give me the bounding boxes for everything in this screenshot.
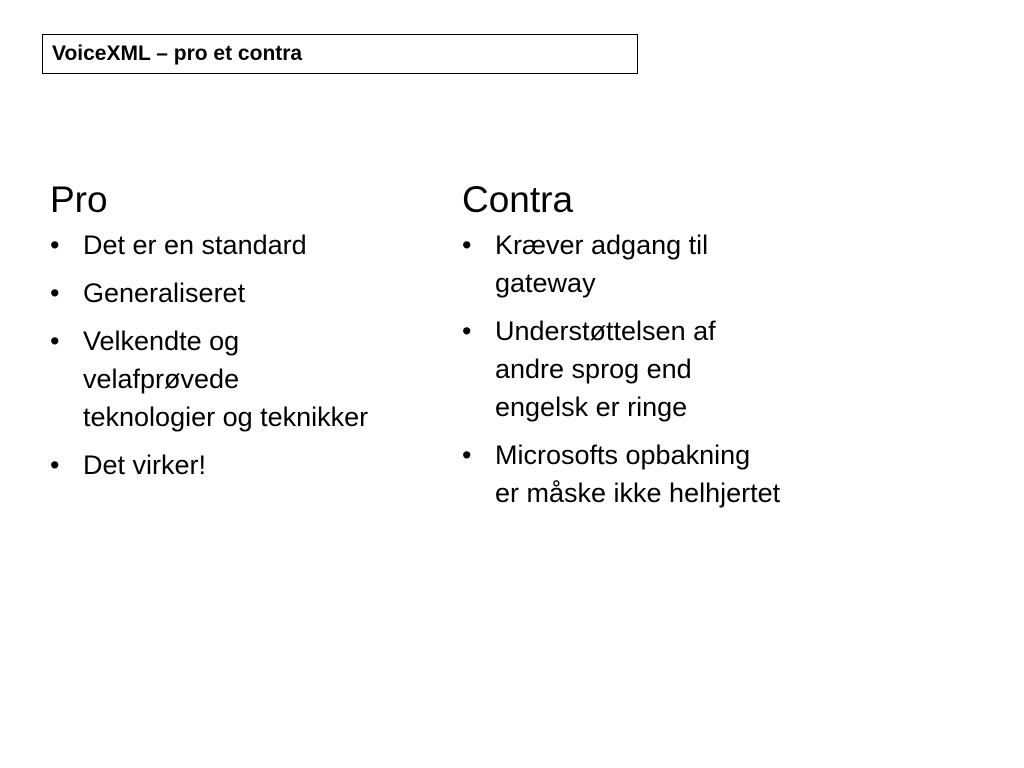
bullet-icon: •	[50, 326, 60, 356]
contra-item	[462, 436, 882, 512]
slide-title-box	[42, 34, 638, 74]
contra-item-line: Understøttelsen af	[495, 316, 716, 346]
slide-title: VoiceXML – pro et contra	[52, 42, 303, 65]
pro-item	[50, 446, 450, 484]
pro-item-line: Det er en standard	[83, 230, 307, 260]
pro-item-line: velafprøvede	[83, 364, 240, 394]
pro-item-line: Det virker!	[83, 450, 207, 480]
pro-item-line: Generaliseret	[83, 278, 246, 308]
pro-list	[50, 226, 450, 484]
contra-heading: Contra	[462, 179, 574, 220]
bullet-icon: •	[50, 278, 60, 308]
contra-item-line: Microsofts opbakning	[495, 440, 751, 470]
bullet-icon: •	[462, 440, 472, 470]
contra-item	[462, 312, 882, 426]
contra-item-line: engelsk er ringe	[495, 392, 688, 422]
bullet-icon: •	[462, 230, 472, 260]
contra-column	[462, 176, 882, 522]
bullet-icon: •	[50, 230, 60, 260]
contra-item-line: er måske ikke helhjertet	[495, 478, 781, 508]
contra-list	[462, 226, 882, 512]
pro-item	[50, 226, 450, 264]
bullet-icon: •	[50, 450, 60, 480]
pro-item	[50, 274, 450, 312]
pro-column	[50, 176, 450, 494]
contra-item-line: andre sprog end	[495, 354, 692, 384]
contra-item	[462, 226, 882, 302]
pro-item-line: Velkendte og	[83, 326, 240, 356]
pro-item-line: teknologier og teknikker	[83, 402, 369, 432]
contra-item-line: gateway	[495, 268, 596, 298]
pro-item	[50, 322, 450, 436]
contra-item-line: Kræver adgang til	[495, 230, 709, 260]
bullet-icon: •	[462, 316, 472, 346]
pro-heading: Pro	[50, 179, 108, 220]
